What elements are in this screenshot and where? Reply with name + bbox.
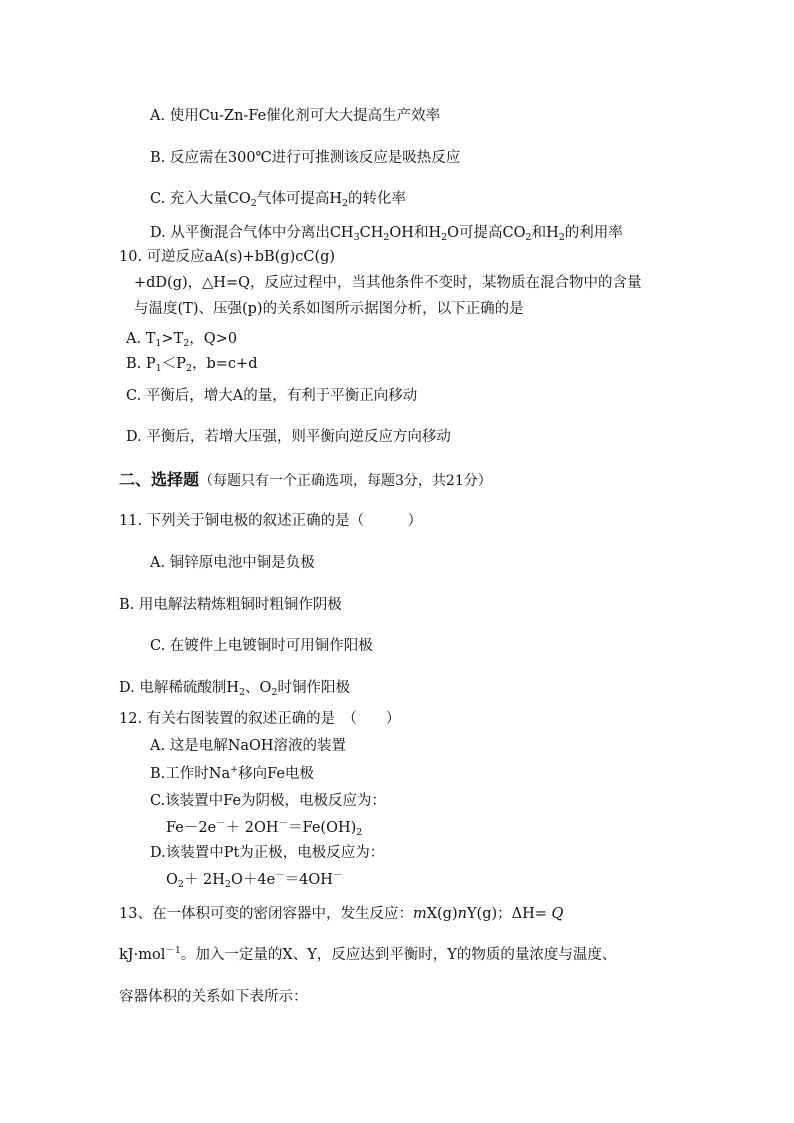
q12-option-c: C.该装置中Fe为阴极，电极反应为： xyxy=(150,793,387,809)
q11-option-c: C. 在镀件上电镀铜时可用铜作阳极 xyxy=(150,638,373,654)
q10-stem-line1: 10. 可逆反应aA(s)+bB(g)cC(g) xyxy=(119,249,336,265)
section-2-note: （每题只有一个正确选项，每题3分，共21分） xyxy=(199,473,492,489)
q9-option-c: C. 充入大量$CO_2$气体可提高$H_2$的转化率 xyxy=(150,191,407,209)
q13-line2: kJ·mol$^{-1}$。加入一定量的X、Y，反应达到平衡时，Y的物质的量浓度与温度、 xyxy=(119,945,617,963)
section-2-heading xyxy=(119,470,492,491)
q10-stem-line2: +dD(g)，△H=Q，反应过程中，当其他条件不变时，某物质在混合物中的含量 xyxy=(134,275,642,291)
q11-option-b: B. 用电解法精炼粗铜时粗铜作阴极 xyxy=(119,597,342,613)
q11-stem: 11. 下列关于铜电极的叙述正确的是（ ） xyxy=(119,513,423,529)
q12-option-d: D.该装置中Pt为正极，电极反应为： xyxy=(150,845,385,861)
q12-option-a: A. 这是电解NaOH溶液的装置 xyxy=(150,738,347,754)
q10-option-c: C. 平衡后，增大A的量，有利于平衡正向移动 xyxy=(126,388,418,404)
q9-option-b: B. 反应需在300℃进行可推测该反应是吸热反应 xyxy=(150,150,461,166)
q12-option-c-equation: $Fe-2e^-+ 2OH^-=Fe(OH)_2$ xyxy=(166,818,363,838)
q9-option-a: A. 使用Cu-Zn-Fe催化剂可大大提高生产效率 xyxy=(150,108,441,124)
q11-option-d: D. 电解稀硫酸制$H_2$、$O_2$时铜作阳极 xyxy=(119,680,350,698)
q10-option-b: B. $P_1<P_2$，b=c+d xyxy=(126,356,258,374)
q12-stem: 12. 有关右图装置的叙述正确的是 （ ） xyxy=(119,711,401,727)
q10-stem-line3: 与温度(T)、压强(p)的关系如图所示据图分析，以下正确的是 xyxy=(134,301,524,317)
q9-option-d: D. 从平衡混合气体中分离出$CH_3CH_2OH$和$H_2O$可提高$CO_2$和$H_2$的利用率 xyxy=(150,225,623,243)
q10-option-a: A. $T_1>T_2$，Q>0 xyxy=(126,331,238,349)
q10-option-d: D. 平衡后，若增大压强，则平衡向逆反应方向移动 xyxy=(126,429,451,445)
q12-option-b: B.工作时Na+移向Fe电极 xyxy=(150,764,314,782)
q13-line1: 13、在一体积可变的密闭容器中，发生反应：mX(g)nY(g)；ΔH= Q xyxy=(119,906,564,922)
q12-option-d-equation: $O_2+ 2H_2O+4e^-=4OH^-$ xyxy=(166,870,343,890)
section-2-title: 二、选择题 xyxy=(119,470,200,489)
q13-line3: 容器体积的关系如下表所示： xyxy=(119,989,308,1005)
q11-option-a: A. 铜锌原电池中铜是负极 xyxy=(150,555,315,571)
